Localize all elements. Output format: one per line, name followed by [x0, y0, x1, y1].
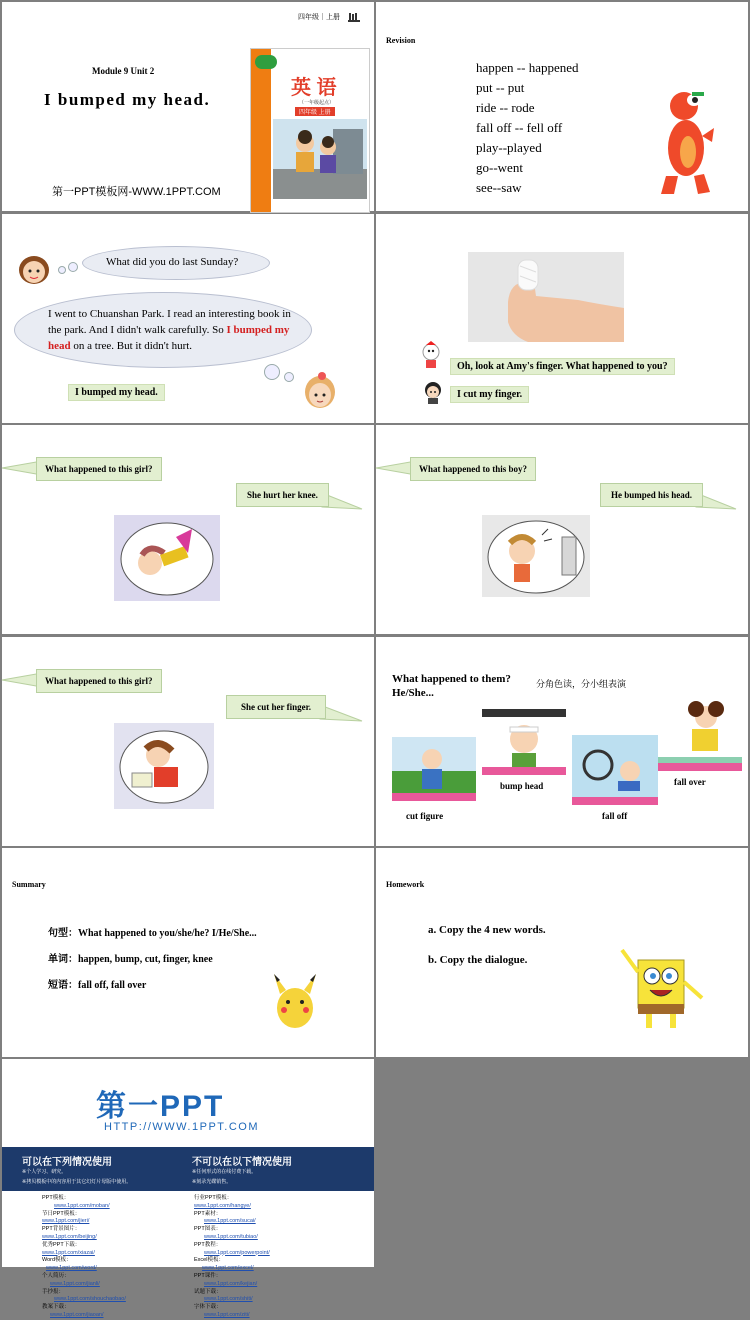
picture-label: cut figure	[406, 811, 444, 821]
question-bubble: What happened to this girl?	[36, 457, 162, 481]
textbook-cover	[250, 48, 370, 213]
link-row[interactable]: 优秀PPT下载： www.1ppt.com/xiazai/	[42, 1241, 95, 1256]
link-row[interactable]: 节日PPT模板： www.1ppt.com/jieri/	[42, 1210, 90, 1225]
girl-avatar-icon	[14, 248, 54, 286]
summary-row	[48, 924, 257, 939]
girl-icon	[422, 380, 444, 404]
summary-row	[48, 976, 146, 991]
homework-item: a. Copy the 4 new words.	[428, 924, 546, 936]
slide-subtitle: He/She...	[392, 687, 434, 699]
lesson-title: I bumped my head.	[44, 90, 211, 109]
slide-5-girl-knee[interactable]	[2, 425, 374, 634]
link-row[interactable]: PPT课件： www.1ppt.com/kejian/	[194, 1272, 258, 1287]
site-footer: 第一PPT模板网-WWW.1PPT.COM	[52, 186, 221, 198]
link-row[interactable]: PPT模板： www.1ppt.com/moban/	[42, 1195, 110, 1209]
book-logo-icon	[255, 55, 277, 69]
answer-bubble: She cut her finger.	[226, 695, 326, 719]
slide-4-finger[interactable]	[376, 214, 748, 423]
dialogue-line-1: Oh, look at Amy's finger. What happened to you?	[450, 358, 675, 375]
slide-10-homework[interactable]	[376, 848, 748, 1057]
forbidden-item: ※刻录光碟销售。	[192, 1179, 232, 1185]
verb-pair: happen -- happened	[476, 60, 579, 75]
girl-cut-finger-image	[114, 723, 214, 809]
row-value: What happened to you/she/he? I/He/She...	[78, 928, 257, 939]
answer-part-1: I went to Chuanshan Park. I read an interesting book in the park. And I didn't walk carefully. So	[48, 308, 291, 336]
slide-1-title[interactable]	[2, 2, 374, 211]
link-row[interactable]: 个人简历： www.1ppt.com/jianli/	[42, 1272, 100, 1287]
summary-row	[48, 950, 213, 965]
link-row[interactable]: PPT背景图片： www.1ppt.com/beijing/	[42, 1226, 97, 1240]
slide-3-dialogue[interactable]	[2, 214, 374, 423]
forbidden-title: 不可以在以下情况使用	[192, 1157, 292, 1168]
activity-note: 分角色读，分小组表演	[536, 679, 627, 689]
bump-head-image	[482, 709, 566, 775]
verb-pair: ride -- rode	[476, 100, 535, 115]
answer-bubble-tail	[320, 705, 362, 721]
slide-2-revision[interactable]	[376, 2, 748, 211]
book-icon	[348, 10, 360, 22]
row-key: 短语：	[48, 980, 78, 991]
links-left	[42, 1195, 192, 1320]
slide-8-what-happened[interactable]	[376, 637, 748, 846]
pikachu-icon	[272, 972, 318, 1030]
book-cover-illustration	[273, 119, 367, 199]
slide-11-credits[interactable]	[2, 1059, 374, 1318]
book-title: 英 语	[291, 77, 337, 99]
dinosaur-icon	[656, 86, 716, 198]
verb-pair: put -- put	[476, 80, 525, 95]
picture-label: fall off	[602, 811, 628, 821]
verb-pair: go--went	[476, 160, 523, 175]
answer-part-2: on a tree. But it didn't hurt.	[70, 340, 193, 352]
slide-6-boy-head[interactable]	[376, 425, 748, 634]
row-value: fall off, fall over	[78, 980, 147, 991]
link-row[interactable]: 行业PPT模板： www.1ppt.com/hangye/	[194, 1195, 251, 1209]
amy-icon	[420, 342, 442, 370]
forbidden-item: ※任何形式的在线付费下载。	[192, 1169, 257, 1175]
question-text: What did you do last Sunday?	[106, 256, 239, 268]
link-row[interactable]: 手抄报： www.1ppt.com/shouchaobao/	[42, 1288, 126, 1303]
thought-dot	[68, 262, 78, 272]
slide-9-summary[interactable]	[2, 848, 374, 1057]
fall-off-image	[572, 735, 658, 805]
girl-thinking-icon	[300, 370, 340, 414]
book-grade: 四年级 上册	[295, 107, 335, 116]
picture-label: fall over	[674, 777, 706, 787]
row-key: 句型：	[48, 928, 78, 939]
homework-heading: Homework	[386, 880, 425, 889]
cut-figure-image	[392, 737, 476, 801]
question-bubble: What happened to this girl?	[36, 669, 162, 693]
unit-label: Module 9 Unit 2	[92, 66, 155, 76]
slide-7-girl-finger[interactable]	[2, 637, 374, 846]
revision-heading: Revision	[386, 36, 416, 45]
verb-pair: play--played	[476, 140, 542, 155]
link-row[interactable]: PPT素材： www.1ppt.com/sucai/	[194, 1210, 256, 1225]
thought-dot	[284, 372, 294, 382]
boy-bumped-head-image	[482, 515, 590, 597]
link-row[interactable]: 字体下载： www.1ppt.com/ziti/	[194, 1304, 250, 1318]
allowed-item: ※拷贝模板中的内容用于其它幻灯片母版中使用。	[22, 1179, 132, 1185]
dialogue-line-2: I cut my finger.	[450, 386, 529, 403]
verb-pair: see--saw	[476, 180, 522, 195]
allowed-item: ※个人学习、研究。	[22, 1169, 67, 1175]
link-row[interactable]: 试题下载： www.1ppt.com/shiti/	[194, 1288, 253, 1303]
grade-badge: 四年级｜上册	[298, 14, 340, 21]
summary-heading: Summary	[12, 880, 46, 889]
allowed-title: 可以在下列情况使用	[22, 1157, 112, 1168]
link-row[interactable]: Word模板： www.1ppt.com/word/	[42, 1257, 97, 1272]
link-row[interactable]: PPT教程： www.1ppt.com/powerpoint/	[194, 1241, 270, 1256]
book-subtitle: （一年级起点）	[299, 100, 335, 106]
label-box: I bumped my head.	[68, 384, 165, 401]
fall-over-image	[658, 695, 742, 773]
verb-pair: fall off -- fell off	[476, 120, 563, 135]
thumb-bandage-photo	[468, 252, 624, 342]
girl-hurt-knee-image	[114, 515, 220, 601]
picture-label: bump head	[500, 781, 544, 791]
slide-title: What happened to them?	[392, 673, 511, 685]
verb-list	[476, 58, 579, 198]
answer-bubble: He bumped his head.	[600, 483, 703, 507]
homework-item: b. Copy the dialogue.	[428, 954, 528, 966]
links-right	[194, 1195, 364, 1320]
answer-bubble: She hurt her knee.	[236, 483, 329, 507]
brand-logo: 第一PPT	[96, 1090, 225, 1123]
thought-dot	[264, 364, 280, 380]
spongebob-icon	[616, 942, 706, 1034]
link-row[interactable]: 教案下载： www.1ppt.com/jiaoan/	[42, 1304, 104, 1318]
row-key: 单词：	[48, 954, 78, 965]
thought-dot	[58, 266, 66, 274]
answer-highlight: I bumped my head	[48, 324, 290, 352]
brand-url: HTTP://WWW.1PPT.COM	[104, 1121, 259, 1133]
link-row[interactable]: PPT图表： www.1ppt.com/tubiao/	[194, 1226, 258, 1240]
question-bubble: What happened to this boy?	[410, 457, 536, 481]
row-value: happen, bump, cut, finger, knee	[78, 954, 213, 965]
link-row[interactable]: Excel模板： www.1ppt.com/excel/	[194, 1257, 254, 1272]
answer-text	[48, 306, 300, 354]
